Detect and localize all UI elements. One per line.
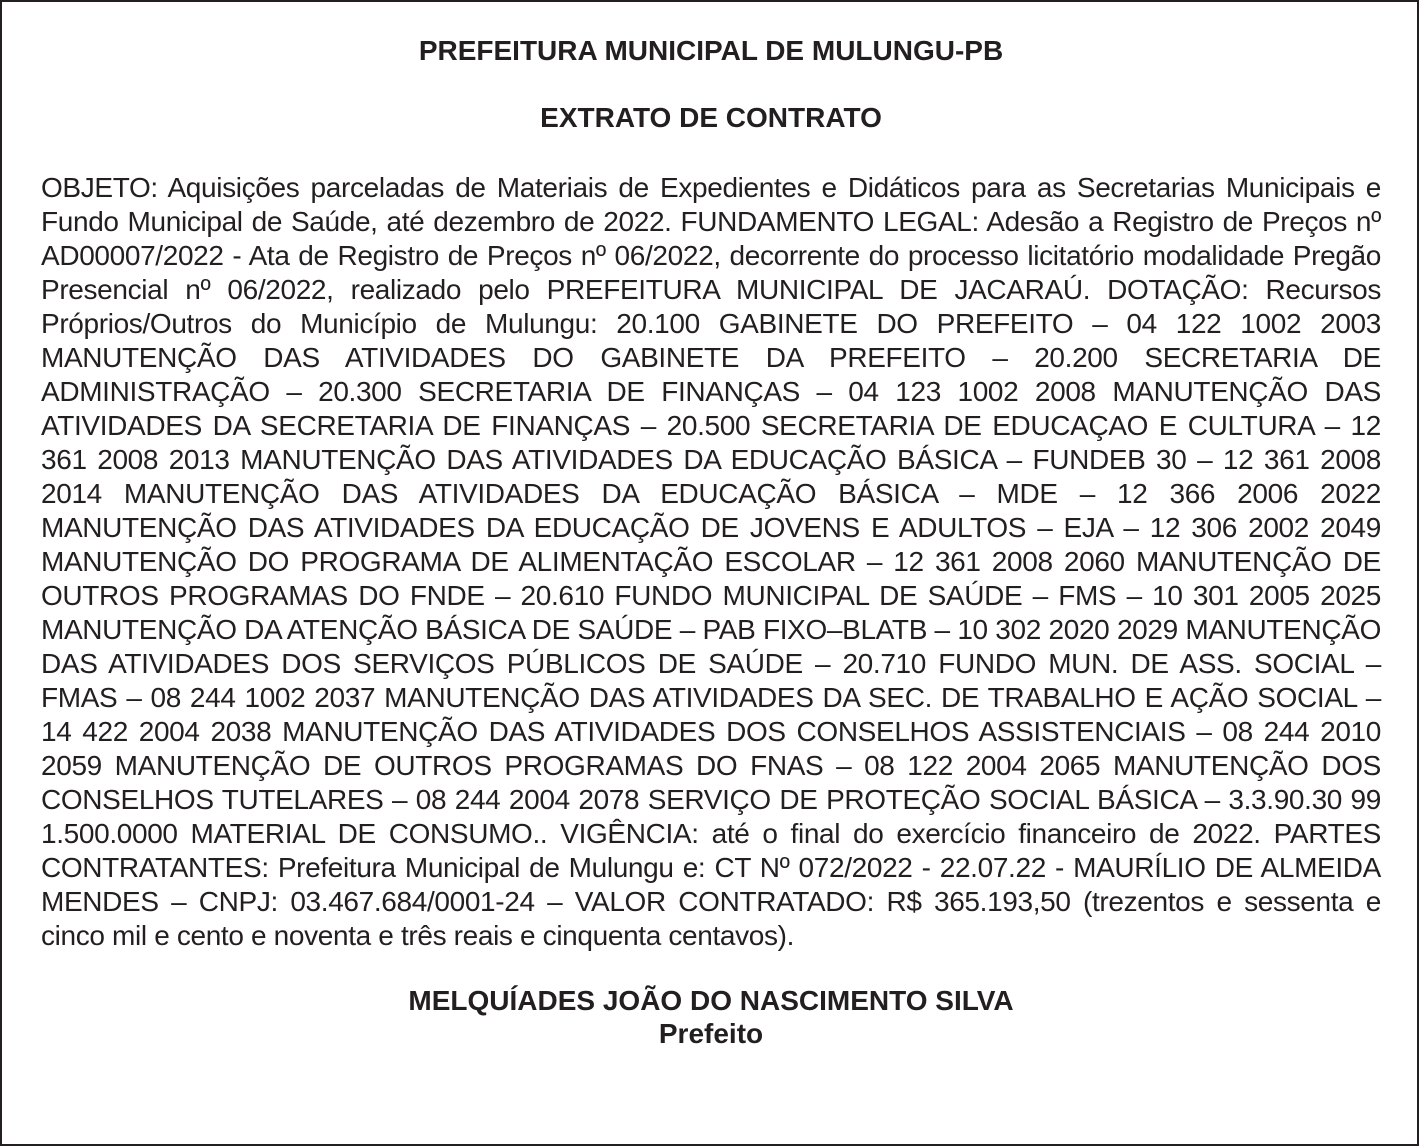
signatory-name: MELQUÍADES JOÃO DO NASCIMENTO SILVA <box>408 985 1014 1016</box>
notice-content <box>41 32 1381 1050</box>
signatory-role: Prefeito <box>658 1018 764 1049</box>
contract-body-paragraph: OBJETO: Aquisições parceladas de Materiais de Expedientes e Didáticos para as Secretarias Municipais e Fundo Municipal de Saúde, até dezembro de 2022. FUNDAMENTO LEGAL: Adesão a Registro de Preços nº AD00007/2022 - Ata de Registro de Preços nº 06/2022, decorrente do processo licitatório modalidade Pregão Presencial nº 06/2022, realizado pelo PREFEITURA MUNICIPAL DE JACARAÚ. DOTAÇÃO: Recursos Próprios/Outros do Município de Mulungu: 20.100 GABINETE DO PREFEITO – 04 122 1002 2003 MANUTENÇÃO DAS ATIVIDADES DO GABINETE DA PREFEITO – 20.200 SECRETARIA DE ADMINISTRAÇÃO – 20.300 SECRETARIA DE FINANÇAS – 04 123 1002 2008 MANUTENÇÃO DAS ATIVIDADES DA SECRETARIA DE FINANÇAS – 20.500 SECRETARIA DE EDUCAÇAO E CULTURA – 12 361 2008 2013 MANUTENÇÃO DAS ATIVIDADES DA EDUCAÇÃO BÁSICA – FUNDEB 30 – 12 361 2008 2014 MANUTENÇÃO DAS ATIVIDADES DA EDUCAÇÃO BÁSICA – MDE – 12 366 2006 2022 MANUTENÇÃO DAS ATIVIDADES DA EDUCAÇÃO DE JOVENS E ADULTOS – EJA – 12 306 2002 2049 MANUTENÇÃO DO PROGRAMA DE ALIMENTAÇÃO ESCOLAR – 12 361 2008 2060 MANUTENÇÃO DE OUTROS PROGRAMAS DO FNDE – 20.610 FUNDO MUNICIPAL DE SAÚDE – FMS – 10 301 2005 2025 MANUTENÇÃO DA ATENÇÃO BÁSICA DE SAÚDE – PAB FIXO–BLATB – 10 302 2020 2029 MANUTENÇÃO DAS ATIVIDADES DOS SERVIÇOS PÚBLICOS DE SAÚDE – 20.710 FUNDO MUN. DE ASS. SOCIAL – FMAS – 08 244 1002 2037 MANUTENÇÃO DAS ATIVIDADES DA SEC. DE TRABALHO E AÇÃO SOCIAL – 14 422 2004 2038 MANUTENÇÃO DAS ATIVIDADES DOS CONSELHOS ASSISTENCIAIS – 08 244 2010 2059 MANUTENÇÃO DE OUTROS PROGRAMAS DO FNAS – 08 122 2004 2065 MANUTENÇÃO DOS CONSELHOS TUTELARES – 08 244 2004 2078 SERVIÇO DE PROTEÇÃO SOCIAL BÁSICA – 3.3.90.30 99 1.500.0000 MATERIAL DE CONSUMO.. VIGÊNCIA: até o final do exercício financeiro de 2022. PARTES CONTRATANTES: Prefeitura Municipal de Mulungu e: CT Nº 072/2022 - 22.07.22 - MAURÍLIO DE ALMEIDA MENDES – CNPJ: 03.467.684/0001-24 – VALOR CONTRATADO: R$ 365.193,50 (trezentos e sessenta e cinco mil e cento e noventa e três reais e cinquenta centavos). <box>41 172 1381 951</box>
document-type-title: EXTRATO DE CONTRATO <box>540 102 882 133</box>
issuer-title: PREFEITURA MUNICIPAL DE MULUNGU-PB <box>418 35 1004 66</box>
